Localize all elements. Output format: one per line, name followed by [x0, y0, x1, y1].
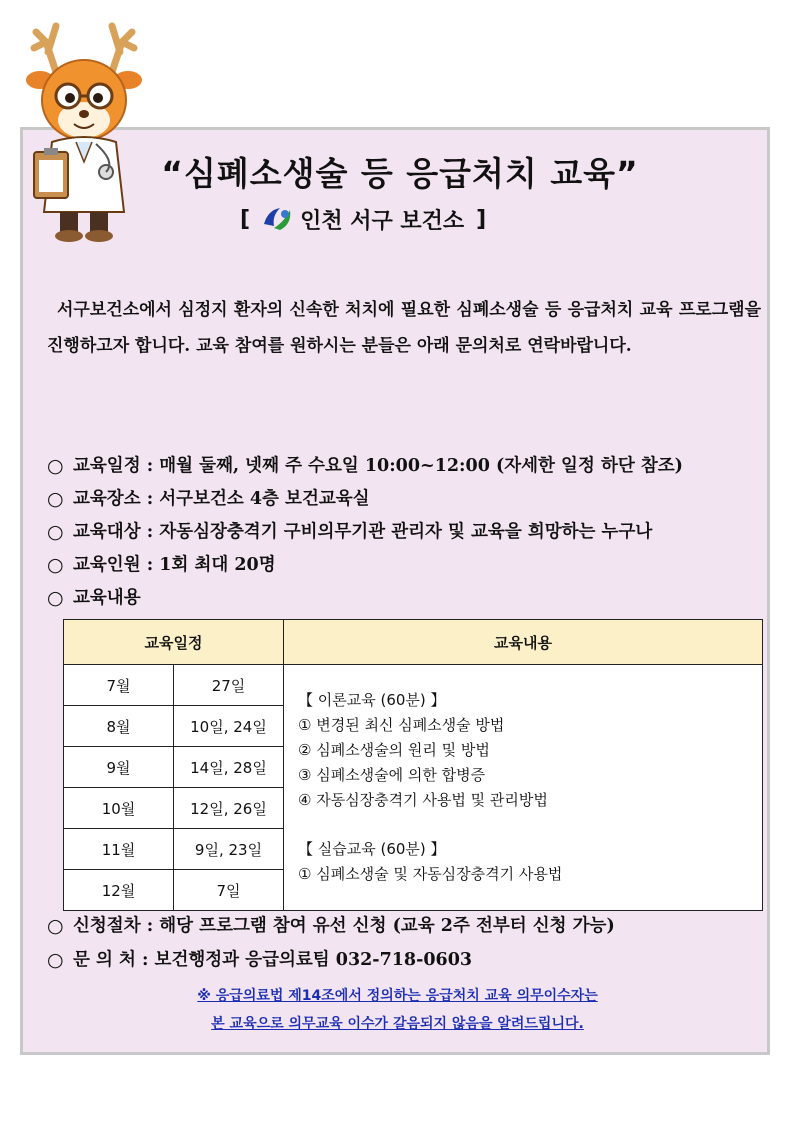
- detail-item-schedule: [47, 452, 787, 485]
- theory-title: 【 이론교육 (60분) 】: [298, 691, 446, 709]
- circle-bullet-icon: ○: [47, 915, 64, 937]
- month-cell: 10월: [64, 788, 174, 829]
- month-cell: 7월: [64, 665, 174, 706]
- intro-text: 서구보건소에서 심정지 환자의 신속한 처치에 필요한 심폐소생술 등 응급처치 교육 프로그램을 진행하고자 합니다. 교육 참여를 원하시는 분들은 아래 문의처로 연락바랍니다.: [47, 300, 761, 356]
- theory-item: ③ 심폐소생술에 의한 합병증: [298, 766, 486, 784]
- page-title: “심폐소생술 등 응급처치 교육”: [161, 154, 639, 193]
- footer-text: 신청절차 : 해당 프로그램 참여 유선 신청 (교육 2주 전부터 신청 가능): [73, 916, 615, 936]
- days-cell: 9일, 23일: [174, 829, 284, 870]
- footer-item-contact: [47, 946, 787, 980]
- header-schedule: 교육일정: [64, 620, 284, 665]
- deer-doctor-mascot-icon: [26, 12, 142, 244]
- header-content: 교육내용: [284, 620, 763, 665]
- schedule-table: [63, 619, 763, 911]
- theory-item: ② 심폐소생술의 원리 및 방법: [298, 741, 490, 759]
- bracket-open: [: [240, 206, 251, 232]
- seo-gu-logo-icon: [260, 204, 294, 234]
- month-cell: 12월: [64, 870, 174, 911]
- intro-paragraph: [47, 292, 761, 364]
- table-row: [64, 665, 763, 706]
- month-cell: 8월: [64, 706, 174, 747]
- days-cell: 12일, 26일: [174, 788, 284, 829]
- theory-item: ① 변경된 최신 심폐소생술 방법: [298, 716, 505, 734]
- detail-text: 교육내용: [73, 588, 141, 608]
- theory-item: ④ 자동심장충격기 사용법 및 관리방법: [298, 791, 548, 809]
- days-cell: 10일, 24일: [174, 706, 284, 747]
- circle-bullet-icon: ○: [47, 521, 64, 543]
- month-cell: 11월: [64, 829, 174, 870]
- practice-item: ① 심폐소생술 및 자동심장충격기 사용법: [298, 865, 563, 883]
- detail-item-target: [47, 518, 787, 551]
- circle-bullet-icon: ○: [47, 554, 64, 576]
- organization-subtitle: [240, 203, 486, 235]
- days-cell: 27일: [174, 665, 284, 706]
- spacer: [298, 813, 761, 837]
- content-cell: [284, 665, 763, 911]
- table-header-row: [64, 620, 763, 665]
- detail-text: 교육일정 : 매월 둘째, 넷째 주 수요일 10:00~12:00 (자세한 일정 하단 참조): [73, 456, 683, 476]
- detail-text: 교육인원 : 1회 최대 20명: [73, 555, 276, 575]
- practice-title: 【 실습교육 (60분) 】: [298, 840, 446, 858]
- days-cell: 14일, 28일: [174, 747, 284, 788]
- days-cell: 7일: [174, 870, 284, 911]
- circle-bullet-icon: ○: [47, 949, 64, 971]
- detail-text: 교육대상 : 자동심장충격기 구비의무기관 관리자 및 교육을 희망하는 누구나: [73, 522, 653, 542]
- detail-text: 교육장소 : 서구보건소 4층 보건교육실: [73, 489, 370, 509]
- detail-item-content: [47, 584, 787, 617]
- notice-line: ※ 응급의료법 제14조에서 정의하는 응급처치 교육 의무이수자는: [197, 988, 598, 1004]
- detail-item-location: [47, 485, 787, 518]
- footer-text: 문 의 처 : 보건행정과 응급의료팀 032-718-0603: [73, 950, 473, 970]
- circle-bullet-icon: ○: [47, 455, 64, 477]
- month-cell: 9월: [64, 747, 174, 788]
- legal-notice: [100, 982, 695, 1038]
- footer-list: [47, 912, 787, 980]
- bracket-close: ]: [476, 206, 487, 232]
- circle-bullet-icon: ○: [47, 488, 64, 510]
- organization-name: 인천 서구 보건소: [300, 208, 465, 234]
- circle-bullet-icon: ○: [47, 587, 64, 609]
- detail-item-capacity: [47, 551, 787, 584]
- details-list: [47, 452, 787, 617]
- notice-line: 본 교육으로 의무교육 이수가 갈음되지 않음을 알려드립니다.: [211, 1016, 584, 1032]
- footer-item-application: [47, 912, 787, 946]
